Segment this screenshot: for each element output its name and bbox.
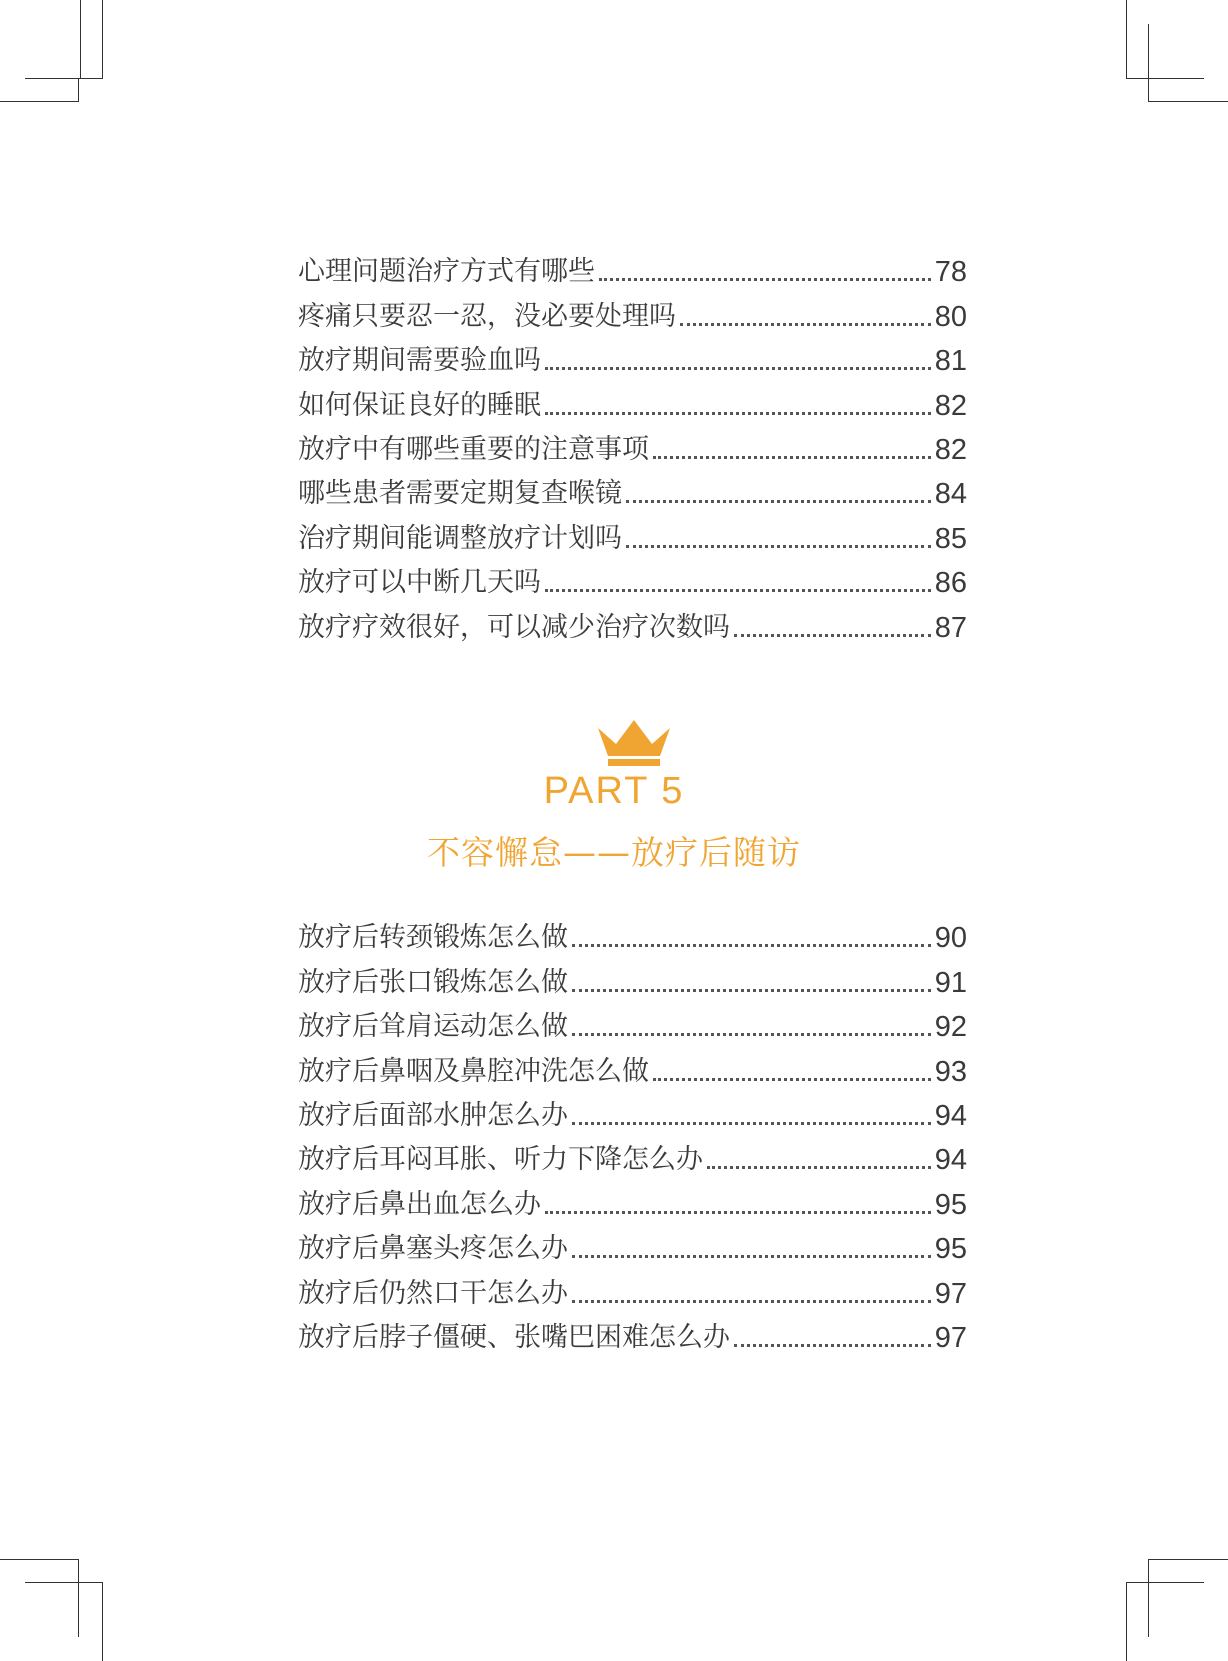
dot-leader bbox=[653, 1078, 931, 1081]
toc-entry-page: 81 bbox=[934, 345, 967, 378]
crop-mark bbox=[1126, 1582, 1127, 1661]
crop-mark bbox=[1148, 1559, 1228, 1560]
crop-mark bbox=[1126, 1582, 1204, 1583]
toc-section-a bbox=[298, 250, 967, 650]
toc-entry-page: 78 bbox=[934, 256, 967, 289]
toc-entry-title: 放疗后鼻塞头疼怎么办 bbox=[298, 1233, 568, 1265]
dot-leader bbox=[626, 500, 931, 503]
toc-entry-title: 放疗后鼻咽及鼻腔冲洗怎么做 bbox=[298, 1055, 649, 1087]
toc-entry[interactable] bbox=[298, 1005, 967, 1049]
dot-leader bbox=[572, 989, 931, 992]
toc-entry-page: 90 bbox=[934, 922, 967, 955]
toc-entry-title: 如何保证良好的睡眠 bbox=[298, 389, 541, 421]
toc-entry[interactable] bbox=[298, 428, 967, 472]
toc-entry-page: 82 bbox=[934, 389, 967, 422]
toc-entry-title: 放疗后转颈锻炼怎么做 bbox=[298, 922, 568, 954]
toc-entry[interactable] bbox=[298, 1049, 967, 1093]
dot-leader bbox=[626, 545, 931, 548]
toc-entry-title: 放疗疗效很好，可以减少治疗次数吗 bbox=[298, 611, 730, 643]
toc-section-b bbox=[298, 916, 967, 1360]
crop-mark bbox=[1148, 24, 1149, 102]
dot-leader bbox=[653, 456, 931, 459]
crop-mark bbox=[102, 1582, 103, 1661]
toc-entry[interactable] bbox=[298, 1316, 967, 1360]
toc-entry[interactable] bbox=[298, 1227, 967, 1271]
crown-icon bbox=[596, 718, 672, 768]
toc-entry-title: 放疗后鼻出血怎么办 bbox=[298, 1188, 541, 1220]
toc-entry-page: 84 bbox=[934, 478, 967, 511]
dot-leader bbox=[545, 1211, 931, 1214]
dot-leader bbox=[734, 1344, 931, 1347]
dot-leader bbox=[572, 1033, 931, 1036]
toc-entry-title: 放疗后张口锻炼怎么做 bbox=[298, 966, 568, 998]
part-title: 不容懈怠——放疗后随访 bbox=[427, 833, 801, 872]
crop-mark bbox=[25, 1582, 103, 1583]
toc-entry[interactable] bbox=[298, 339, 967, 383]
dot-leader bbox=[734, 634, 931, 637]
crop-mark bbox=[0, 101, 78, 102]
part-label: PART 5 bbox=[543, 770, 685, 812]
toc-entry[interactable] bbox=[298, 960, 967, 1004]
toc-entry-page: 86 bbox=[934, 567, 967, 600]
toc-entry-page: 95 bbox=[934, 1233, 967, 1266]
toc-entry[interactable] bbox=[298, 916, 967, 960]
dot-leader bbox=[707, 1166, 931, 1169]
toc-entry[interactable] bbox=[298, 250, 967, 294]
crop-mark bbox=[78, 1559, 79, 1637]
toc-entry[interactable] bbox=[298, 605, 967, 649]
crop-mark bbox=[1148, 1559, 1149, 1637]
toc-entry[interactable] bbox=[298, 294, 967, 338]
dot-leader bbox=[572, 1122, 931, 1125]
toc-entry-title: 放疗可以中断几天吗 bbox=[298, 567, 541, 599]
toc-entry[interactable] bbox=[298, 561, 967, 605]
dot-leader bbox=[599, 278, 931, 281]
toc-entry[interactable] bbox=[298, 1182, 967, 1226]
crop-mark bbox=[78, 78, 79, 102]
toc-entry-page: 97 bbox=[934, 1277, 967, 1310]
toc-entry-title: 放疗后面部水肿怎么办 bbox=[298, 1099, 568, 1131]
toc-entry[interactable] bbox=[298, 516, 967, 560]
toc-entry-page: 80 bbox=[934, 300, 967, 333]
toc-entry-title: 哪些患者需要定期复查喉镜 bbox=[298, 478, 622, 510]
dot-leader bbox=[680, 323, 931, 326]
crop-mark bbox=[1148, 101, 1228, 102]
dot-leader bbox=[572, 1300, 931, 1303]
crop-mark bbox=[1126, 78, 1204, 79]
toc-entry[interactable] bbox=[298, 1094, 967, 1138]
toc-entry-page: 97 bbox=[934, 1321, 967, 1354]
toc-entry-title: 放疗后耸肩运动怎么做 bbox=[298, 1011, 568, 1043]
dot-leader bbox=[545, 367, 931, 370]
toc-entry[interactable] bbox=[298, 472, 967, 516]
crop-mark bbox=[0, 1559, 78, 1560]
dot-leader bbox=[572, 944, 931, 947]
crop-mark bbox=[80, 0, 81, 78]
toc-entry-title: 心理问题治疗方式有哪些 bbox=[298, 256, 595, 288]
crop-mark bbox=[102, 0, 103, 78]
toc-entry-page: 92 bbox=[934, 1011, 967, 1044]
toc-entry[interactable] bbox=[298, 1138, 967, 1182]
toc-entry-page: 82 bbox=[934, 433, 967, 466]
toc-entry[interactable] bbox=[298, 383, 967, 427]
toc-entry-title: 放疗后耳闷耳胀、听力下降怎么办 bbox=[298, 1144, 703, 1176]
toc-entry-title: 疼痛只要忍一忍，没必要处理吗 bbox=[298, 300, 676, 332]
toc-entry-page: 94 bbox=[934, 1144, 967, 1177]
toc-entry-title: 放疗后脖子僵硬、张嘴巴困难怎么办 bbox=[298, 1321, 730, 1353]
crop-mark bbox=[1126, 0, 1127, 78]
toc-entry-page: 87 bbox=[934, 611, 967, 644]
toc-entry-page: 95 bbox=[934, 1188, 967, 1221]
toc-entry-title: 治疗期间能调整放疗计划吗 bbox=[298, 522, 622, 554]
toc-entry[interactable] bbox=[298, 1271, 967, 1315]
dot-leader bbox=[545, 589, 931, 592]
toc-entry-page: 91 bbox=[934, 966, 967, 999]
toc-entry-page: 93 bbox=[934, 1055, 967, 1088]
toc-entry-title: 放疗后仍然口干怎么办 bbox=[298, 1277, 568, 1309]
dot-leader bbox=[572, 1255, 931, 1258]
toc-entry-page: 85 bbox=[934, 522, 967, 555]
dot-leader bbox=[545, 412, 931, 415]
toc-entry-page: 94 bbox=[934, 1099, 967, 1132]
crop-mark bbox=[25, 78, 103, 79]
toc-entry-title: 放疗期间需要验血吗 bbox=[298, 345, 541, 377]
toc-entry-title: 放疗中有哪些重要的注意事项 bbox=[298, 433, 649, 465]
